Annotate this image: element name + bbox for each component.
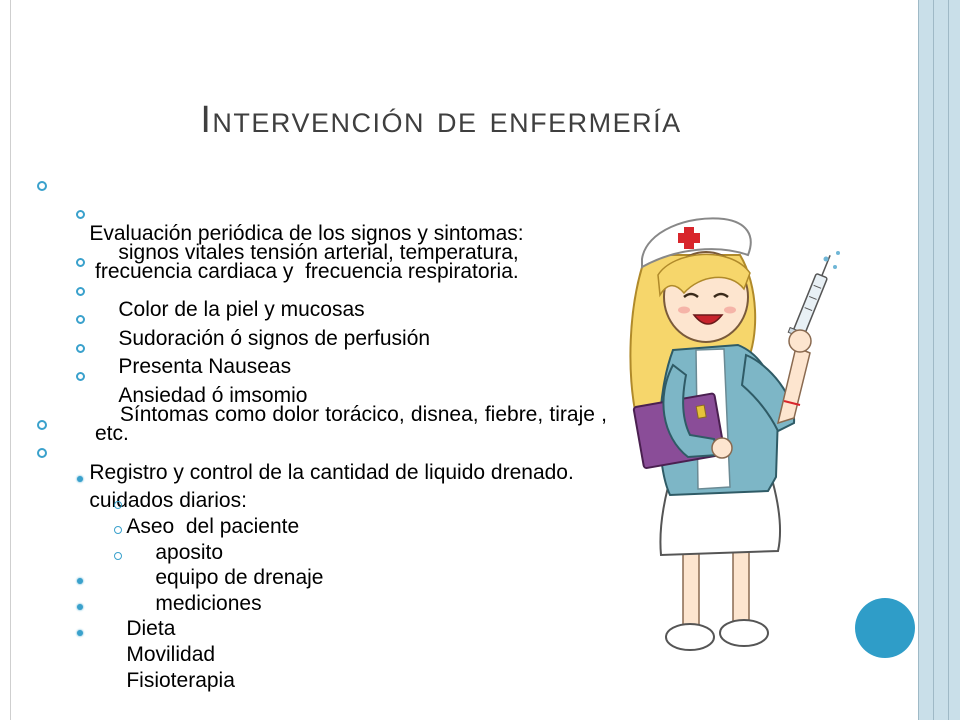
sub-sub-bullet-text: mediciones <box>155 592 262 615</box>
bullet-text: Evaluación periódica de los signos y sintomas: <box>89 222 524 245</box>
nurse-right-shoe <box>720 620 768 646</box>
hollow-circle-bullet-icon <box>76 372 85 381</box>
syringe-icon <box>788 252 839 340</box>
hollow-circle-bullet-icon <box>76 258 85 267</box>
sub-sub-bullet-text: equipo de drenaje <box>155 566 324 589</box>
small-hollow-circle-bullet-icon <box>114 552 122 560</box>
hollow-circle-bullet-icon <box>76 287 85 296</box>
nurse-left-leg <box>683 545 699 630</box>
sub-bullet-item <box>103 621 235 717</box>
bullet-text: Registro y control de la cantidad de liquido drenado. <box>89 461 574 484</box>
nurse-illustration <box>628 215 853 660</box>
small-hollow-circle-bullet-icon <box>114 501 122 509</box>
sub-bullet-text: Color de la piel y mucosas <box>118 298 365 321</box>
filled-dot-bullet-icon <box>77 578 83 584</box>
sub-bullet-text: Ansiedad ó imsomio <box>118 384 308 407</box>
nurse-forearm <box>778 347 810 423</box>
decorative-side-stripes <box>918 0 960 720</box>
sub-bullet-text: signos vitales tensión arterial, temperatura, frecuencia cardiaca y frecuencia respiratoria. <box>95 241 525 283</box>
nurse-right-leg <box>733 545 749 628</box>
filled-dot-bullet-icon <box>77 476 83 482</box>
slide-title: Intervención de enfermería <box>200 99 682 141</box>
blue-circle-icon <box>855 598 915 658</box>
hollow-circle-bullet-icon <box>76 344 85 353</box>
hollow-circle-bullet-icon <box>76 210 85 219</box>
nurse-left-shoe <box>666 624 714 650</box>
sub-bullet-text: Aseo del paciente <box>126 515 300 538</box>
hollow-circle-bullet-icon <box>37 181 47 191</box>
sub-bullet-text: Fisioterapia <box>126 669 235 692</box>
filled-dot-bullet-icon <box>77 630 83 636</box>
small-hollow-circle-bullet-icon <box>114 526 122 534</box>
hollow-circle-bullet-icon <box>76 315 85 324</box>
sub-bullet-text: Movilidad <box>126 643 216 666</box>
nurse-left-hand <box>712 438 732 458</box>
bullet-text: cuidados diarios: <box>89 489 247 512</box>
hollow-circle-bullet-icon <box>37 448 47 458</box>
sub-bullet-text: Dieta <box>126 617 176 640</box>
hollow-circle-bullet-icon <box>37 420 47 430</box>
filled-dot-bullet-icon <box>77 604 83 610</box>
sub-sub-bullet-text: aposito <box>155 541 224 564</box>
sub-bullet-text: Sudoración ó signos de perfusión <box>118 327 431 350</box>
sub-bullet-text: Presenta Nauseas <box>118 355 292 378</box>
sub-bullet-text: Síntomas como dolor torácico, disnea, fiebre, tiraje , etc. <box>95 403 613 445</box>
nurse-right-hand <box>789 330 811 352</box>
